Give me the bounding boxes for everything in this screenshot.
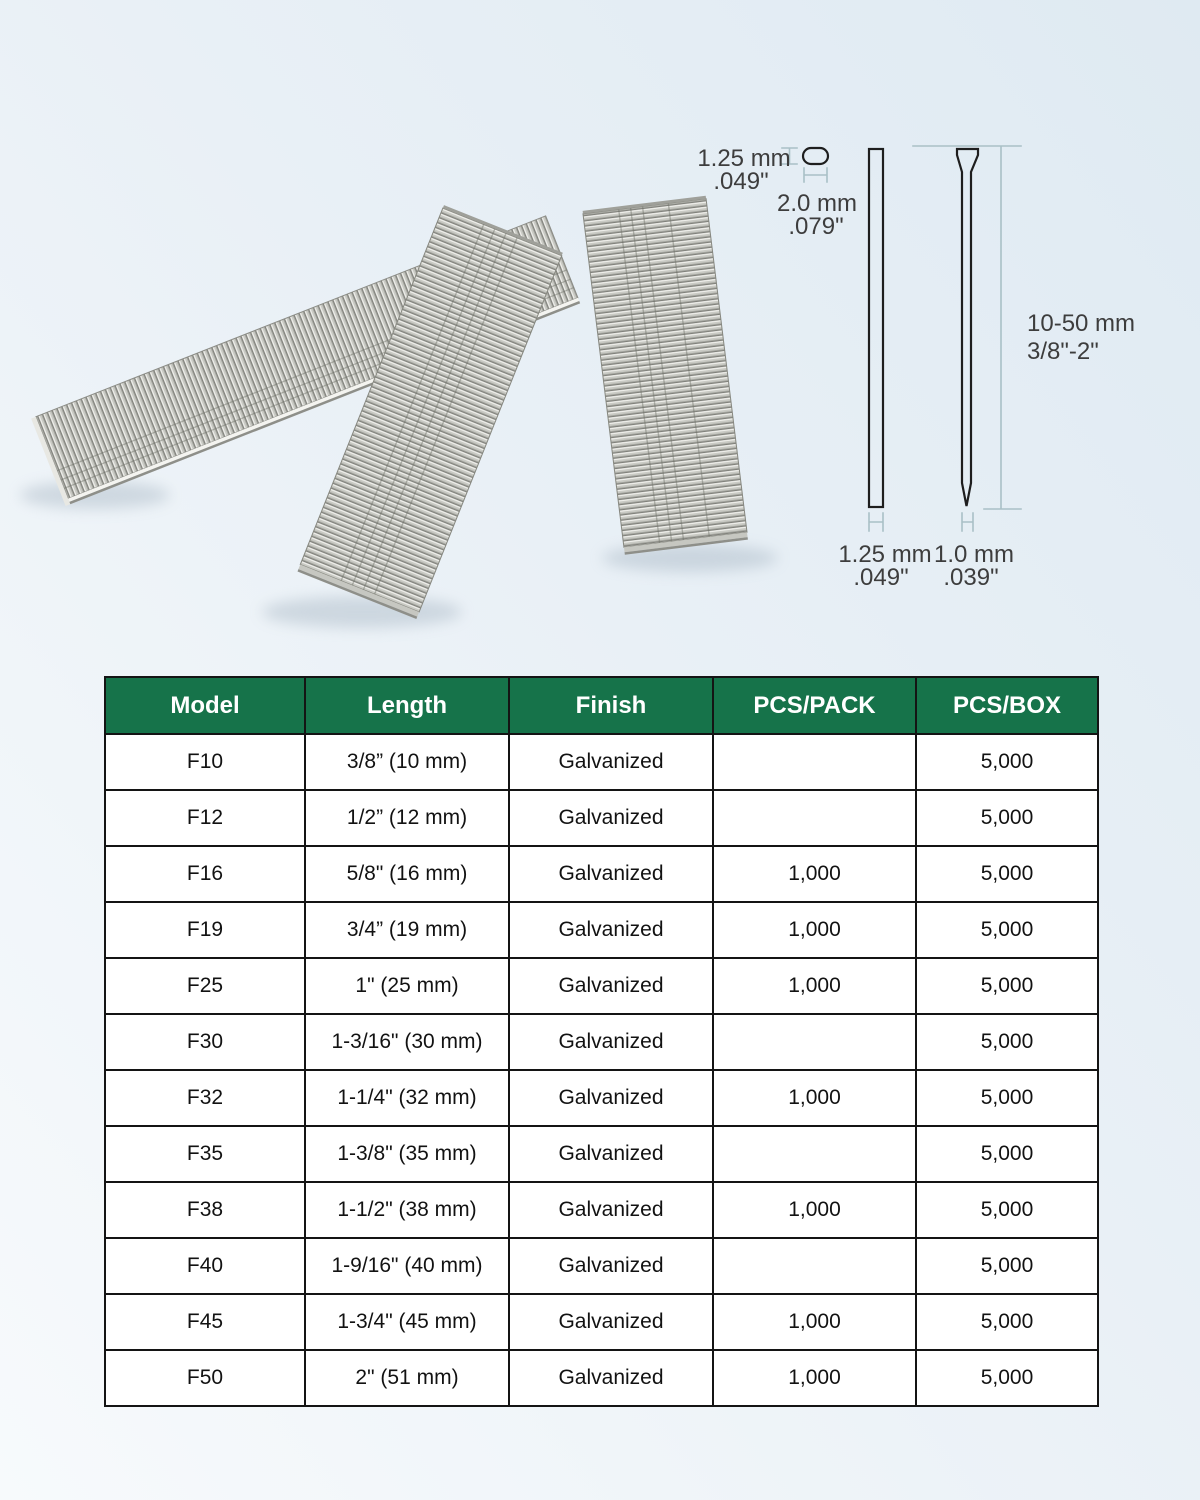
cell-pcs-box: 5,000 bbox=[916, 1294, 1098, 1350]
cell-pcs-box: 5,000 bbox=[916, 902, 1098, 958]
column-header-finish: Finish bbox=[509, 677, 713, 734]
cell-model: F45 bbox=[105, 1294, 305, 1350]
table-row bbox=[105, 790, 1098, 846]
cell-length: 3/4” (19 mm) bbox=[305, 902, 509, 958]
cell-finish: Galvanized bbox=[509, 902, 713, 958]
cell-pcs-pack: 1,000 bbox=[713, 1182, 916, 1238]
dim-head-width-mm: 2.0 mm bbox=[776, 190, 858, 217]
cell-pcs-box: 5,000 bbox=[916, 846, 1098, 902]
dim-gauge-front-in: .039" bbox=[943, 564, 999, 591]
cell-finish: Galvanized bbox=[509, 958, 713, 1014]
table-row bbox=[105, 846, 1098, 902]
dim-length-range-in: 3/8"-2" bbox=[1027, 338, 1099, 365]
cell-pcs-box: 5,000 bbox=[916, 734, 1098, 790]
dim-length-range-mm: 10-50 mm bbox=[1027, 310, 1136, 337]
cell-finish: Galvanized bbox=[509, 1294, 713, 1350]
cell-length: 5/8" (16 mm) bbox=[305, 846, 509, 902]
cell-finish: Galvanized bbox=[509, 1126, 713, 1182]
cell-pcs-box: 5,000 bbox=[916, 1014, 1098, 1070]
cell-finish: Galvanized bbox=[509, 1182, 713, 1238]
cell-length: 1-1/4" (32 mm) bbox=[305, 1070, 509, 1126]
cell-model: F40 bbox=[105, 1238, 305, 1294]
cell-length: 1-3/8" (35 mm) bbox=[305, 1126, 509, 1182]
dim-head-height-mm: 1.25 mm bbox=[697, 145, 791, 172]
cell-length: 1-3/16" (30 mm) bbox=[305, 1014, 509, 1070]
table-row bbox=[105, 734, 1098, 790]
cell-finish: Galvanized bbox=[509, 1350, 713, 1406]
cell-finish: Galvanized bbox=[509, 790, 713, 846]
cell-length: 1-3/4" (45 mm) bbox=[305, 1294, 509, 1350]
table-row bbox=[105, 902, 1098, 958]
cell-pcs-pack bbox=[713, 1126, 916, 1182]
table-row bbox=[105, 958, 1098, 1014]
cell-length: 3/8” (10 mm) bbox=[305, 734, 509, 790]
dim-gauge-side-in: .049" bbox=[853, 564, 909, 591]
dim-gauge-side-mm: 1.25 mm bbox=[838, 541, 932, 568]
cell-model: F25 bbox=[105, 958, 305, 1014]
cell-pcs-pack bbox=[713, 734, 916, 790]
table-row bbox=[105, 1182, 1098, 1238]
cell-pcs-pack: 1,000 bbox=[713, 902, 916, 958]
cell-model: F16 bbox=[105, 846, 305, 902]
cell-pcs-box: 5,000 bbox=[916, 1070, 1098, 1126]
cell-finish: Galvanized bbox=[509, 734, 713, 790]
cell-length: 1/2” (12 mm) bbox=[305, 790, 509, 846]
nail-head-cross-section-icon bbox=[803, 148, 828, 164]
cell-finish: Galvanized bbox=[509, 846, 713, 902]
nail-side-view-icon bbox=[869, 149, 883, 507]
cell-length: 1" (25 mm) bbox=[305, 958, 509, 1014]
table-row bbox=[105, 1014, 1098, 1070]
cell-model: F30 bbox=[105, 1014, 305, 1070]
cell-length: 1-1/2" (38 mm) bbox=[305, 1182, 509, 1238]
cell-pcs-pack: 1,000 bbox=[713, 958, 916, 1014]
dimension-diagram bbox=[697, 145, 1135, 591]
cell-pcs-pack: 1,000 bbox=[713, 1350, 916, 1406]
cell-pcs-box: 5,000 bbox=[916, 1126, 1098, 1182]
cell-pcs-pack bbox=[713, 1014, 916, 1070]
dim-head-height-in: .049" bbox=[713, 168, 769, 195]
cell-pcs-pack bbox=[713, 1238, 916, 1294]
dim-head-width-in: .079" bbox=[788, 213, 844, 240]
cell-pcs-pack: 1,000 bbox=[713, 1294, 916, 1350]
cell-pcs-box: 5,000 bbox=[916, 1182, 1098, 1238]
table-row bbox=[105, 1238, 1098, 1294]
column-header-pcs-box: PCS/BOX bbox=[916, 677, 1098, 734]
table-row bbox=[105, 1294, 1098, 1350]
nail-front-view-icon bbox=[957, 149, 978, 506]
cell-pcs-box: 5,000 bbox=[916, 1238, 1098, 1294]
nail-strip-middle bbox=[297, 205, 562, 619]
cell-model: F38 bbox=[105, 1182, 305, 1238]
cell-pcs-pack: 1,000 bbox=[713, 846, 916, 902]
spec-table bbox=[104, 676, 1099, 1407]
column-header-model: Model bbox=[105, 677, 305, 734]
cell-model: F32 bbox=[105, 1070, 305, 1126]
cell-finish: Galvanized bbox=[509, 1238, 713, 1294]
header-row bbox=[105, 677, 1098, 734]
table-row bbox=[105, 1126, 1098, 1182]
dim-gauge-front-mm: 1.0 mm bbox=[933, 541, 1015, 568]
cell-model: F50 bbox=[105, 1350, 305, 1406]
cell-pcs-pack bbox=[713, 790, 916, 846]
cell-pcs-box: 5,000 bbox=[916, 790, 1098, 846]
cell-model: F19 bbox=[105, 902, 305, 958]
cell-finish: Galvanized bbox=[509, 1070, 713, 1126]
nail-strip-right bbox=[583, 196, 748, 555]
cell-model: F12 bbox=[105, 790, 305, 846]
cell-model: F35 bbox=[105, 1126, 305, 1182]
cell-pcs-box: 5,000 bbox=[916, 1350, 1098, 1406]
cell-length: 2" (51 mm) bbox=[305, 1350, 509, 1406]
cell-length: 1-9/16" (40 mm) bbox=[305, 1238, 509, 1294]
cell-model: F10 bbox=[105, 734, 305, 790]
cell-pcs-box: 5,000 bbox=[916, 958, 1098, 1014]
cell-finish: Galvanized bbox=[509, 1014, 713, 1070]
column-header-length: Length bbox=[305, 677, 509, 734]
column-header-pcs-pack: PCS/PACK bbox=[713, 677, 916, 734]
table-row bbox=[105, 1070, 1098, 1126]
cell-pcs-pack: 1,000 bbox=[713, 1070, 916, 1126]
table-row bbox=[105, 1350, 1098, 1406]
hero-graphic bbox=[0, 0, 1200, 660]
